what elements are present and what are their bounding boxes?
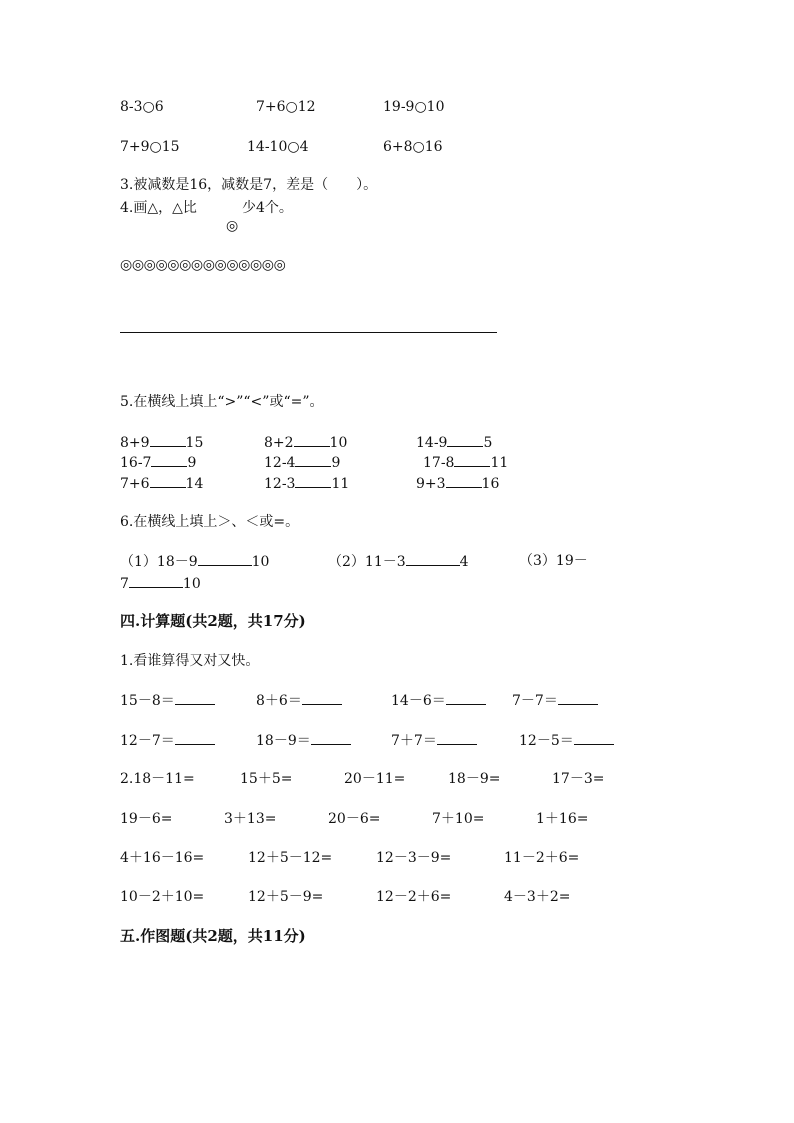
question-4-part-b: 少4个。 (242, 200, 293, 216)
calc-item: 12－7＝ (120, 730, 215, 751)
section-4-heading: 四.计算题(共2题，共17分) (120, 612, 306, 630)
calc-item: 20－11= (344, 771, 406, 787)
calc-item: 8＋6＝ (256, 690, 342, 711)
answer-blank[interactable] (198, 551, 252, 566)
calc-item: 19－6= (120, 811, 173, 827)
answer-blank[interactable] (129, 573, 183, 588)
answer-blank[interactable] (446, 473, 482, 488)
calc-item: 11－2＋6= (504, 850, 580, 866)
q5-item: 7+6 14 (120, 473, 203, 494)
question-4-part-a: 4.画△，△比 (120, 200, 197, 216)
q6-item-3-cont: 7 10 (120, 573, 201, 594)
calc-item: 15＋5= (240, 771, 293, 787)
question-5: 5.在横线上填上“>”“<”或“=”。 (120, 394, 324, 410)
calc-item: 7＋10= (432, 811, 485, 827)
q6-item-3: （3）19－ (519, 553, 588, 569)
calc-item: 7＋7＝ (391, 730, 477, 751)
answer-blank[interactable] (454, 452, 490, 467)
q5-item: 8+2 10 (264, 432, 347, 453)
q5-item: 17-8 11 (423, 452, 508, 473)
calc-item: 4－3＋2= (504, 889, 571, 905)
q5-item: 9+3 16 (416, 473, 499, 494)
compare-item: 14-10○4 (247, 139, 309, 155)
calc-item: 12－5＝ (519, 730, 614, 751)
question-6: 6.在横线上填上＞、＜或=。 (120, 514, 300, 530)
circle-symbol-icon: ◎ (226, 218, 239, 234)
calc-item: 15－8＝ (120, 690, 215, 711)
compare-item: 7+6○12 (256, 99, 316, 115)
compare-item: 8-3○6 (120, 99, 164, 115)
calc-item: 7－7＝ (512, 690, 598, 711)
calc-item: 4＋16－16= (120, 850, 205, 866)
answer-blank[interactable] (446, 690, 486, 705)
section-5-heading: 五.作图题(共2题，共11分) (120, 927, 306, 945)
answer-blank[interactable] (151, 452, 187, 467)
answer-blank[interactable] (295, 473, 331, 488)
calc-item: 3＋13= (224, 811, 277, 827)
q5-item: 8+9 15 (120, 432, 203, 453)
answer-blank[interactable] (294, 432, 330, 447)
compare-item: 19-9○10 (383, 99, 445, 115)
question-3: 3.被减数是16，减数是7，差是（ ）。 (120, 177, 378, 193)
calc-item: 1＋16= (536, 811, 589, 827)
q5-item: 14-9 5 (416, 432, 492, 453)
q6-item-1: （1）18－9 10 (120, 551, 269, 572)
q6-item-2: （2）11－3 4 (328, 551, 469, 572)
calc-item: 18－9= (448, 771, 501, 787)
answer-blank[interactable] (437, 730, 477, 745)
calc-item: 12－3－9= (376, 850, 452, 866)
calc-item: 12－2＋6= (376, 889, 452, 905)
q5-item: 12-3 11 (264, 473, 349, 494)
answer-blank[interactable] (302, 690, 342, 705)
calc-item: 20－6= (328, 811, 381, 827)
calc-item: 12＋5－9= (248, 889, 324, 905)
answer-blank[interactable] (150, 432, 186, 447)
answer-blank[interactable] (175, 690, 215, 705)
answer-blank[interactable] (558, 690, 598, 705)
calc-item: 10－2＋10= (120, 889, 205, 905)
compare-item: 7+9○15 (120, 139, 180, 155)
q5-item: 16-7 9 (120, 452, 196, 473)
answer-blank[interactable] (150, 473, 186, 488)
s4-question-1: 1.看谁算得又对又快。 (120, 653, 260, 669)
calc-item: 17－3= (552, 771, 605, 787)
answer-blank[interactable] (311, 730, 351, 745)
answer-blank[interactable] (175, 730, 215, 745)
circle-row: ◎◎◎◎◎◎◎◎◎◎◎◎◎◎ (120, 257, 286, 273)
answer-blank[interactable] (447, 432, 483, 447)
calc-item: 12＋5－12= (248, 850, 333, 866)
compare-item: 6+8○16 (383, 139, 443, 155)
q5-item: 12-4 9 (264, 452, 340, 473)
calc-item: 2.18－11= (120, 771, 195, 787)
calc-item: 18－9＝ (256, 730, 351, 751)
answer-blank[interactable] (574, 730, 614, 745)
answer-blank[interactable] (295, 452, 331, 467)
drawing-line (120, 332, 497, 333)
answer-blank[interactable] (406, 551, 460, 566)
calc-item: 14－6＝ (391, 690, 486, 711)
